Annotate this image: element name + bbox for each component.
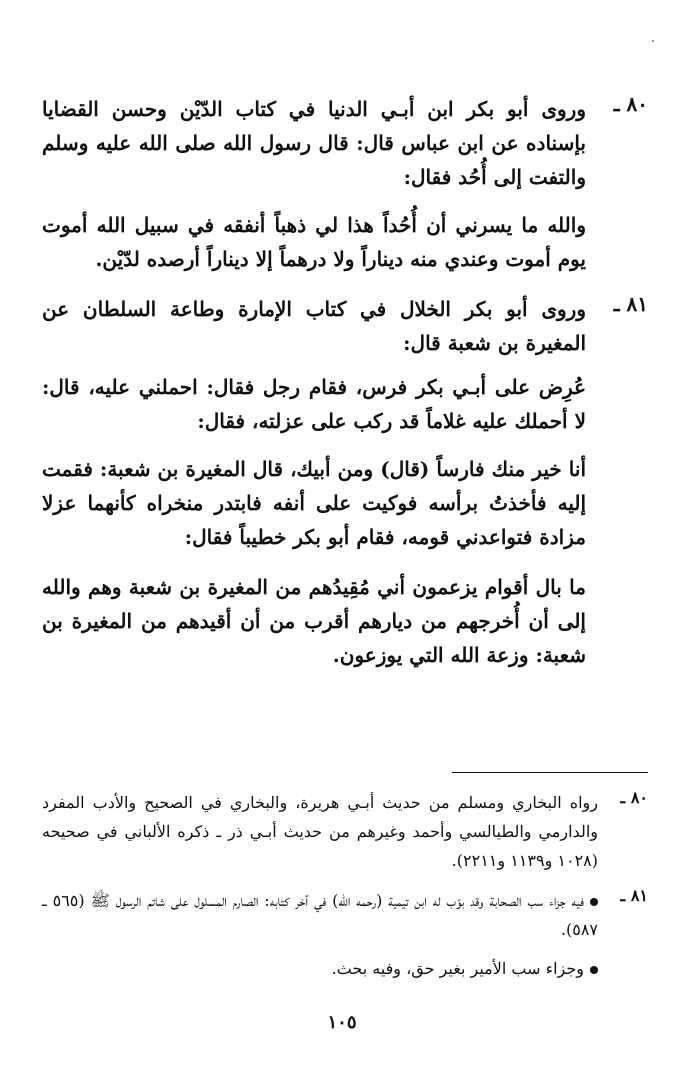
entry-number: ٨٠ ـ [613, 92, 648, 116]
footnote-text [42, 886, 598, 944]
footnote-body: فيه جزاء سب الصحابة وقد بوّب له ابن تيمية (رحمه الله) في آخر كتابه: الصارم المسلول على شاتم الرسول ﷺ (٥٦٥ ـ ٥٨٧). [42, 891, 598, 939]
narration-paragraph: ما بال أقوام يزعمون أني مُقِيدُهم من المغيرة بن شعبة وهم والله إلى أن أُخرجهم من ديارهم أقرب من أن أقيدهم من المغيرة بن شعبة: وزعة الله التي يوزعون. [42, 575, 586, 667]
entry-intro: وروى أبو بكر ابن أبـي الدنيا في كتاب الدّيْن وحسن القضايا بإسناده عن ابن عباس قال: قال رسول الله صلى الله عليه وسلم والتفت إلى أُحُد فقال: [42, 97, 586, 189]
footnote-bullet-line [42, 954, 598, 983]
corner-speck [652, 40, 654, 42]
footnote-80 [42, 788, 648, 875]
entry-80 [42, 92, 648, 194]
hadith-quote: والله ما يسرني أن أُحُداً هذا لي ذهباً أنفقه في سبيل الله أموت يوم أموت وعندي منه ديناراً ولا درهماً إلا ديناراً أرصده لدّيْن. [42, 213, 586, 271]
entry-81 [42, 292, 648, 360]
footnote-number: ٨١ ـ [620, 886, 648, 905]
bullet-icon [590, 898, 598, 906]
bullet-icon [590, 966, 598, 974]
footnote-separator [452, 772, 648, 773]
footnote-bullet-text: وجزاء سب الأمير بغير حق، وفيه بحث. [331, 959, 584, 978]
entry-intro: وروى أبو بكر الخلال في كتاب الإمارة وطاعة السلطان عن المغيرة بن شعبة قال: [42, 297, 586, 355]
footnote-number: ٨٠ ـ [620, 788, 648, 807]
narration-paragraph: عُرِض على أبـي بكر فرس، فقام رجل فقال: احملني عليه، قال: لا أحملك عليه غلاماً قد ركب على عزلته، فقال: [42, 375, 586, 433]
footnote-text: رواه البخاري ومسلم من حديث أبـي هريرة، والبخاري في الصحيح والأدب المفرد والدارمي والطيالسي وأحمد وغيرهم من حديث أبـي ذر ـ ذكره الألباني في صحيحه (١٠٢٨ و١١٣٩ و٢٢١١). [42, 793, 598, 870]
page-number: ١٠٥ [327, 1012, 357, 1033]
footnote-81 [42, 886, 648, 983]
entry-number: ٨١ ـ [613, 292, 648, 316]
narration-paragraph: أنا خير منك فارساً (قال) ومن أبيك، قال المغيرة بن شعبة: فقمت إليه فأخذتُ برأسه فوكيت على أنفه فابتدر منخراه كأنهما عزلا مزادة فتواعدني قومه، فقام أبو بكر خطيباً فقال: [42, 457, 586, 549]
